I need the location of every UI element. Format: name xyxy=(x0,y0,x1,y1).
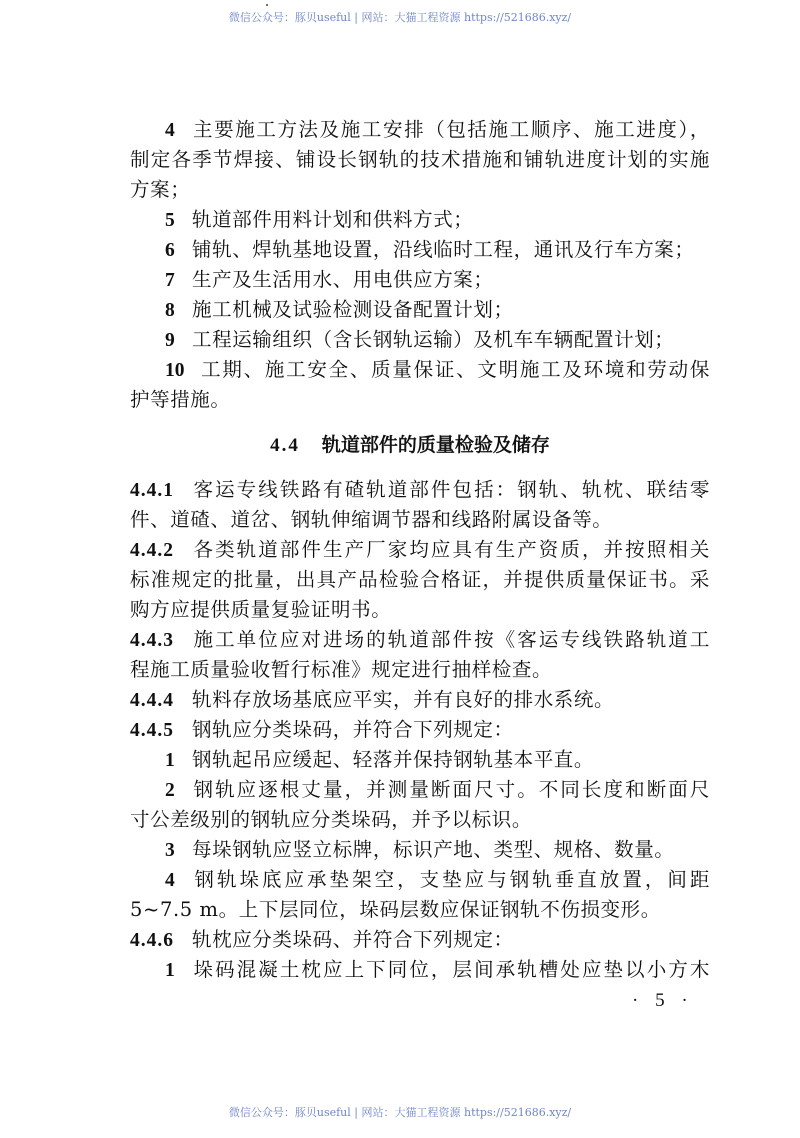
item-text: 主要施工方法及施工安排（包括施工顺序、施工进度）， xyxy=(192,118,710,141)
clause-text: 购方应提供质量复验证明书。 xyxy=(130,598,392,621)
list-item xyxy=(130,775,710,805)
clause-4-4-1 xyxy=(130,475,710,535)
section-heading xyxy=(130,430,710,460)
item-number: 5 xyxy=(165,210,175,231)
item-text: 工期、施工安全、质量保证、文明施工及环境和劳动保 xyxy=(200,358,710,381)
page-number: · 5 · xyxy=(632,990,694,1011)
clause-number: 4.4.6 xyxy=(130,930,174,951)
item-number: 4 xyxy=(165,120,175,141)
clause-4-4-6 xyxy=(130,925,710,985)
list-item xyxy=(130,325,710,355)
clause-text: 程施工质量验收暂行标准》规定进行抽样检查。 xyxy=(130,658,553,681)
item-text: 每垛钢轨应竖立标牌，标识产地、类型、规格、数量。 xyxy=(192,838,675,861)
list-item xyxy=(130,295,710,325)
clause-4-4-4 xyxy=(130,685,710,715)
clause-text: 件、道碴、道岔、钢轨伸缩调节器和线路附属设备等。 xyxy=(130,508,613,531)
list-item xyxy=(130,235,710,265)
item-number: 10 xyxy=(165,360,185,381)
item-text: 垛码混凝土枕应上下同位，层间承轨槽处应垫以小方木 xyxy=(192,958,710,981)
item-text: 施工机械及试验检测设备配置计划； xyxy=(192,298,514,321)
clause-text: 轨枕应分类垛码、并符合下列规定： xyxy=(192,928,514,951)
scan-speck xyxy=(266,4,268,6)
item-number: 6 xyxy=(165,240,175,261)
list-item xyxy=(130,205,710,235)
document-body xyxy=(130,115,710,985)
item-number: 4 xyxy=(165,870,175,891)
clause-number: 4.4.5 xyxy=(130,720,174,741)
clause-text: 施工单位应对进场的轨道部件按《客运专线铁路轨道工 xyxy=(192,628,710,651)
clause-text: 标准规定的批量，出具产品检验合格证，并提供质量保证书。采 xyxy=(130,568,710,591)
clause-number: 4.4.2 xyxy=(130,540,174,561)
clause-text: 客运专线铁路有碴轨道部件包括：钢轨、轨枕、联结零 xyxy=(192,478,710,501)
item-text: 制定各季节焊接、铺设长钢轨的技术措施和铺轨进度计划的实施 xyxy=(130,148,710,171)
item-text: 5~7.5 m。上下层同位，垛码层数应保证钢轨不伤损变形。 xyxy=(130,898,661,921)
clause-4-4-2 xyxy=(130,535,710,625)
item-number: 1 xyxy=(165,960,175,981)
item-text: 铺轨、焊轨基地设置，沿线临时工程，通讯及行车方案； xyxy=(192,238,695,261)
clause-4-4-3 xyxy=(130,625,710,685)
item-text: 寸公差级别的钢轨应分类垛码，并予以标识。 xyxy=(130,808,533,831)
clause-number: 4.4.1 xyxy=(130,480,174,501)
clause-text: 轨料存放场基底应平实，并有良好的排水系统。 xyxy=(192,688,615,711)
item-number: 1 xyxy=(165,750,175,771)
item-text: 钢轨应逐根丈量，并测量断面尺寸。不同长度和断面尺 xyxy=(192,778,710,801)
clause-text: 各类轨道部件生产厂家均应具有生产资质，并按照相关 xyxy=(192,538,710,561)
item-number: 3 xyxy=(165,840,175,861)
item-text: 工程运输组织（含长钢轨运输）及机车车辆配置计划； xyxy=(192,328,675,351)
list-item xyxy=(130,955,710,985)
watermark-footer: 微信公众号：豚贝useful | 网站：大猫工程资源 https://521686.xyz/ xyxy=(228,1106,572,1119)
clause-number: 4.4.4 xyxy=(130,690,174,711)
item-number: 2 xyxy=(165,780,175,801)
clause-number: 4.4.3 xyxy=(130,630,174,651)
item-text: 钢轨垛底应承垫架空，支垫应与钢轨垂直放置，间距 xyxy=(192,868,710,891)
item-number: 8 xyxy=(165,300,175,321)
list-item xyxy=(130,865,710,895)
watermark-header: 微信公众号：豚贝useful | 网站：大猫工程资源 https://521686.xyz/ xyxy=(228,11,572,24)
item-text: 轨道部件用料计划和供料方式； xyxy=(192,208,474,231)
section-title: 轨道部件的质量检验及储存 xyxy=(321,434,550,456)
section-number: 4.4 xyxy=(270,435,300,456)
list-item xyxy=(130,265,710,295)
list-item xyxy=(130,115,710,205)
item-text: 钢轨起吊应缓起、轻落并保持钢轨基本平直。 xyxy=(192,748,595,771)
item-text: 护等措施。 xyxy=(130,388,231,411)
list-item xyxy=(130,355,710,415)
item-number: 9 xyxy=(165,330,175,351)
list-item xyxy=(130,745,710,775)
clause-4-4-5 xyxy=(130,715,710,925)
item-text: 方案； xyxy=(130,178,191,201)
item-text: 生产及生活用水、用电供应方案； xyxy=(192,268,494,291)
list-item xyxy=(130,835,710,865)
clause-text: 钢轨应分类垛码，并符合下列规定： xyxy=(192,718,514,741)
item-number: 7 xyxy=(165,270,175,291)
